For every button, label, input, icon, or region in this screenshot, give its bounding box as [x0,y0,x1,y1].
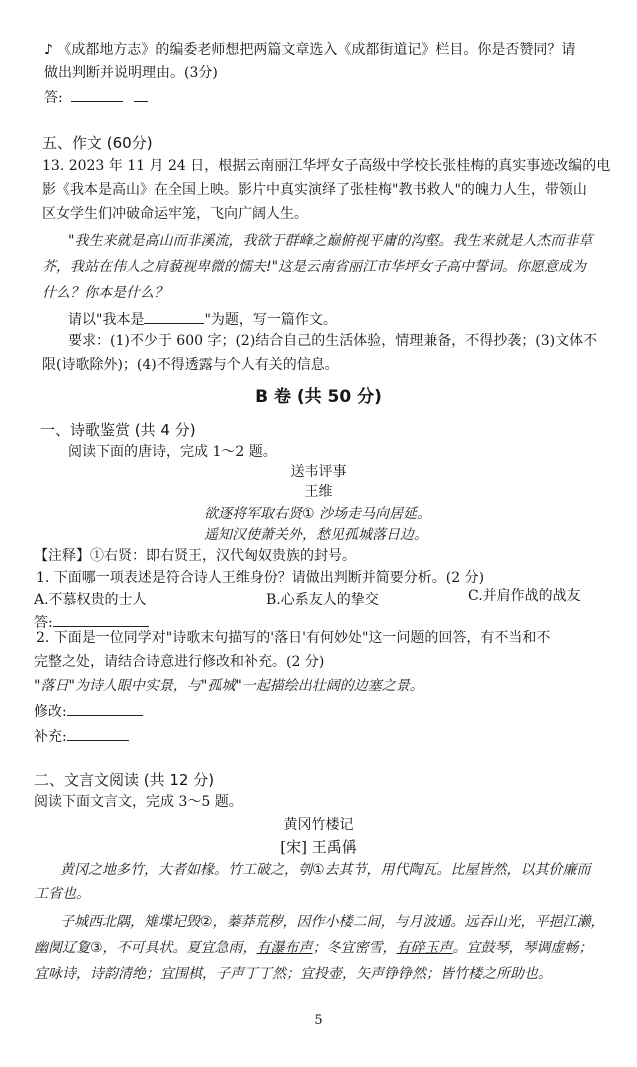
poem-author: 王维 [304,484,333,500]
essay-para2-line3: 什么？你本是什么？ [42,285,168,301]
essay-para1-line2: 影《我本是高山》在全国上映。影片中真实演绎了张桂梅"教书救人"的魄力人生，带领山 [42,182,587,198]
supplement-row [34,728,129,746]
answer-label: 答: [44,90,63,106]
essay-para1-line3: 区女学生们冲破命运牢笼，飞向广阔人生。 [42,206,308,222]
question-line-1: ♪ 《成都地方志》的编委老师想把两篇文章选入《成都街道记》栏目。你是否赞同？请 [44,42,576,58]
section-heading-poetry: 一、诗歌鉴赏 (共 4 分) [40,421,196,439]
classical-para1-line2: 工省也。 [34,886,90,902]
answer-row [44,89,148,107]
section-heading-essay: 五、作文 (60分) [42,134,153,152]
classical-underlined-waterfall: 有瀑布声 [256,940,313,956]
essay-para2-line2: 芥，我站在伟人之肩藐视卑微的懦夫!"这是云南省丽江市华坪女子高中誓词。你愿意成为 [42,259,587,275]
essay-requirements-line2: 限(诗歌除外)；(4)不得透露与个人有关的信息。 [42,357,339,373]
poem-line-1: 欲逐将军取右贤① 沙场走马向居延。 [204,506,432,522]
revise-row [34,703,143,721]
answer-blank-2[interactable] [134,89,148,102]
poetry-question-2-line2: 完整之处，请结合诗意进行修改和补充。(2 分) [34,654,325,670]
answer-blank[interactable] [71,89,123,102]
essay-title-blank[interactable] [144,311,204,324]
classical-para2-line2-c: ；冬宜密雪， [312,940,397,956]
classical-para1-line1: 黄冈之地多竹，大者如椽。竹工破之，刳①去其节，用代陶瓦。比屋皆然，以其价廉而 [60,862,591,878]
classical-underlined-jade: 有碎玉声 [396,940,453,956]
supplement-label: 补充: [34,729,67,745]
classical-para2-line2-a: 幽阒辽夐③，不可具状。夏宜急雨， [34,940,257,956]
poetry-answer-blank[interactable] [53,614,149,627]
essay-para1-line1: 13. 2023 年 11 月 24 日，根据云南丽江华坪女子高级中学校长张桂梅的真实事迹改编的电 [42,158,611,174]
question-line-2: 做出判断并说明理由。(3分) [44,65,218,81]
classical-intro: 阅读下面文言文，完成 3～5 题。 [34,794,243,810]
classical-para2-line1: 子城西北隅，雉堞圮毁②，蓁莽荒秽，因作小楼二间，与月波通。远吞山光，平挹江濑， [60,914,605,930]
supplement-blank[interactable] [67,728,129,741]
poetry-answer-label: 答: [34,615,53,631]
classical-author: [宋] 王禹偁 [280,838,357,856]
classical-para2-line2-e: 。宜鼓琴，琴调虚畅； [452,940,593,956]
essay-prompt [68,311,337,329]
section-heading-classical: 二、文言文阅读 (共 12 分) [34,771,215,789]
poetry-intro: 阅读下面的唐诗，完成 1～2 题。 [68,444,277,460]
classical-para2-line3: 宜咏诗，诗韵清绝；宜围棋，子声丁丁然；宜投壶，矢声铮铮然；皆竹楼之所助也。 [34,966,552,982]
option-c: C.并肩作战的战友 [468,588,581,604]
option-a: A.不慕权贵的士人 [34,592,147,608]
classical-title: 黄冈竹楼记 [283,817,354,833]
revise-blank[interactable] [67,703,143,716]
option-b: B.心系友人的挚交 [266,592,379,608]
classical-para2-line2 [34,940,593,957]
essay-prompt-pre: 请以"我本是 [68,312,145,328]
poetry-student-answer: "落日"为诗人眼中实景，与"孤城"一起描绘出壮阔的边塞之景。 [34,678,424,694]
essay-para2-line1: "我生来就是高山而非溪流，我欲于群峰之巅俯视平庸的沟壑。我生来就是人杰而非草 [68,233,593,249]
essay-requirements-line1: 要求：(1)不少于 600 字；(2)结合自己的生活体验，情理兼备，不得抄袭；(3)文体不 [68,333,598,349]
volume-b-title: B 卷 (共 50 分) [255,387,382,407]
poetry-question-1: 1. 下面哪一项表述是符合诗人王维身份？请做出判断并简要分析。(2 分) [36,570,485,586]
poem-line-2: 遥知汉使萧关外，愁见孤城落日边。 [204,527,428,543]
poem-note: 【注释】①右贤：即右贤王，汉代匈奴贵族的封号。 [34,548,356,564]
essay-prompt-post: "为题，写一篇作文。 [204,312,337,328]
page-number: 5 [314,1013,323,1028]
poem-title: 送韦评事 [290,464,347,480]
poetry-question-2-line1: 2. 下面是一位同学对"诗歌末句描写的'落日'有何妙处"这一问题的回答，有不当和不 [36,630,551,646]
revise-label: 修改: [34,704,67,720]
